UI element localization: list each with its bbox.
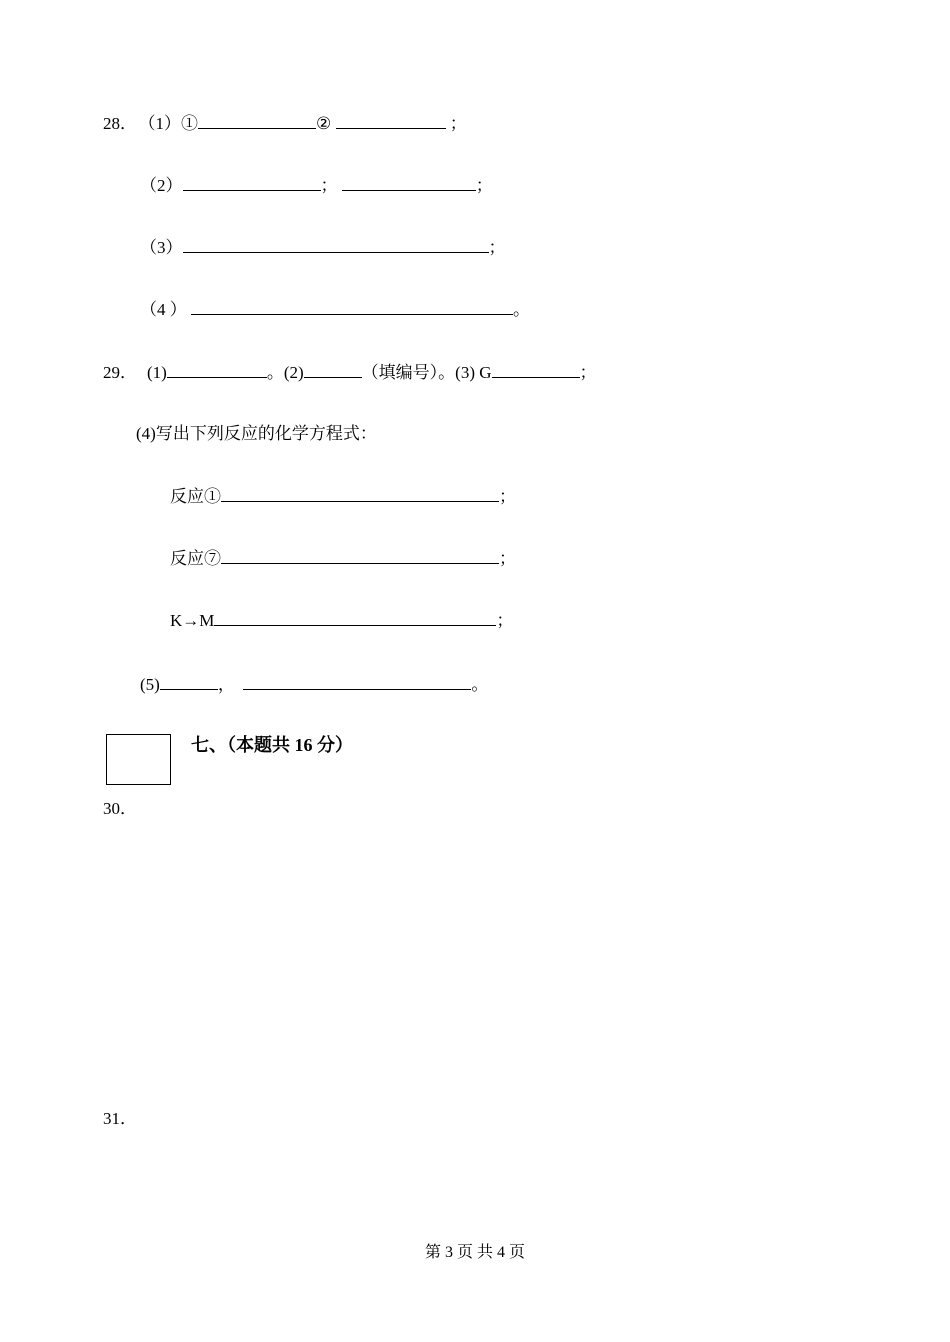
q29-reaction7 <box>170 547 516 569</box>
answer-blank[interactable] <box>191 298 513 315</box>
answer-blank[interactable] <box>304 361 362 378</box>
answer-blank[interactable] <box>342 174 476 191</box>
punctuation: ； <box>475 176 493 195</box>
answer-blank[interactable] <box>336 112 446 129</box>
q28-line3 <box>140 236 506 258</box>
q29-reaction-km <box>170 609 513 631</box>
part-label: （3） <box>140 238 183 257</box>
answer-blank[interactable] <box>167 361 267 378</box>
answer-blank[interactable] <box>221 547 499 564</box>
reaction-label: 反应① <box>170 487 221 506</box>
answer-blank[interactable] <box>183 236 489 253</box>
q29-reaction1 <box>170 485 516 507</box>
q30-number: 30． <box>103 799 137 818</box>
q28-line1 <box>103 112 467 134</box>
punctuation: ， <box>217 675 235 694</box>
punctuation: ； <box>499 549 516 568</box>
reaction-label: 反应⑦ <box>170 549 221 568</box>
answer-blank[interactable] <box>221 485 499 502</box>
part-label: (5) <box>140 675 160 694</box>
page-footer: 第 3 页 共 4 页 <box>424 1244 525 1261</box>
question-number: 29． <box>103 363 137 382</box>
punctuation: ； <box>496 611 514 630</box>
answer-blank[interactable] <box>198 112 316 129</box>
punctuation: ； <box>449 114 467 133</box>
note-text: （填编号）。 <box>361 363 456 382</box>
answer-blank[interactable] <box>243 673 471 690</box>
punctuation: ； <box>579 363 597 382</box>
part-label: (3) G <box>455 363 492 382</box>
question-number: 28． <box>103 114 137 133</box>
q29-line4 <box>136 423 377 445</box>
answer-blank[interactable] <box>492 361 580 378</box>
score-box[interactable] <box>106 734 171 785</box>
part-label: （1）① <box>147 114 198 133</box>
punctuation: 。 <box>471 675 489 694</box>
punctuation: ； <box>499 487 516 506</box>
part-label: （2） <box>140 176 183 195</box>
part-label: (1) <box>147 363 167 382</box>
part-label: （4 ） <box>140 300 187 319</box>
part-label: (2) <box>283 363 304 382</box>
punctuation: 。 <box>513 300 530 319</box>
answer-blank[interactable] <box>183 174 321 191</box>
part-label: ② <box>316 114 332 133</box>
answer-blank[interactable] <box>160 673 218 690</box>
punctuation: 。 <box>266 363 284 382</box>
punctuation: ； <box>488 238 506 257</box>
punctuation: ； <box>320 176 338 195</box>
reaction-label: K→M <box>170 611 215 630</box>
answer-blank[interactable] <box>214 609 496 626</box>
q29-line5 <box>140 673 488 695</box>
q28-line4 <box>140 298 530 320</box>
q28-line2 <box>140 174 493 196</box>
section-heading: 七、（本题共 16 分） <box>191 735 353 755</box>
q31-number: 31． <box>103 1109 137 1128</box>
q29-line1 <box>103 361 597 383</box>
instruction-text: (4)写出下列反应的化学方程式： <box>136 424 377 443</box>
